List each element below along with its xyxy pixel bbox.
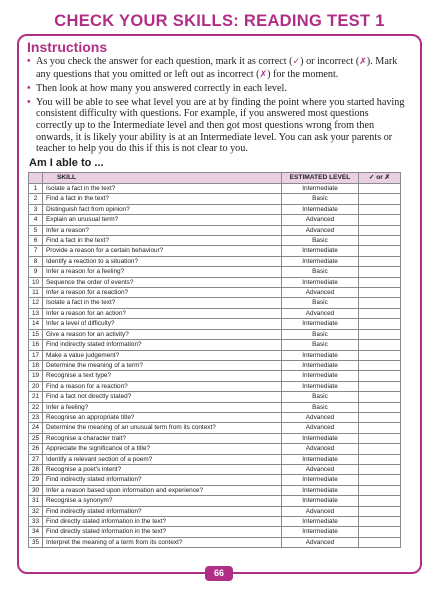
mark-cell[interactable]	[359, 537, 401, 547]
row-number: 9	[29, 267, 43, 277]
mark-cell[interactable]	[359, 392, 401, 402]
skill-cell: Isolate a fact in the text?	[43, 298, 282, 308]
row-number: 30	[29, 485, 43, 495]
table-row	[29, 194, 401, 204]
table-row	[29, 215, 401, 225]
level-cell: Intermediate	[282, 454, 359, 464]
mark-cell[interactable]	[359, 444, 401, 454]
table-row	[29, 267, 401, 277]
row-number: 3	[29, 204, 43, 214]
row-number: 10	[29, 277, 43, 287]
skill-cell: Provide a reason for a certain behaviour?	[43, 246, 282, 256]
table-row	[29, 423, 401, 433]
level-cell: Intermediate	[282, 204, 359, 214]
table-row	[29, 288, 401, 298]
skill-cell: Infer a reason for an action?	[43, 308, 282, 318]
mark-cell[interactable]	[359, 225, 401, 235]
page-number: 66	[205, 566, 233, 581]
row-number: 22	[29, 402, 43, 412]
table-row	[29, 298, 401, 308]
mark-cell[interactable]	[359, 184, 401, 194]
row-number: 27	[29, 454, 43, 464]
bullet-icon: •	[27, 96, 31, 108]
level-cell: Advanced	[282, 288, 359, 298]
skills-table-body	[29, 184, 401, 548]
table-row	[29, 506, 401, 516]
level-cell: Basic	[282, 298, 359, 308]
skill-cell: Isolate a fact in the text?	[43, 184, 282, 194]
row-number: 35	[29, 537, 43, 547]
instruction-text: As you check the answer for each question, mark it as correct (	[36, 56, 293, 67]
mark-cell[interactable]	[359, 402, 401, 412]
cross-icon: ✗	[259, 69, 268, 80]
table-row	[29, 277, 401, 287]
mark-cell[interactable]	[359, 288, 401, 298]
level-cell: Intermediate	[282, 277, 359, 287]
mark-cell[interactable]	[359, 485, 401, 495]
page-title: CHECK YOUR SKILLS: READING TEST 1	[54, 12, 385, 30]
cross-icon: ✗	[359, 57, 367, 67]
row-number: 7	[29, 246, 43, 256]
row-number: 18	[29, 360, 43, 370]
column-header-mark: ✓ or ✗	[359, 173, 401, 184]
instruction-item	[27, 83, 407, 95]
skill-cell: Recognise a synonym?	[43, 496, 282, 506]
row-number: 13	[29, 308, 43, 318]
skill-cell: Find a reason for a reaction?	[43, 381, 282, 391]
row-number: 17	[29, 350, 43, 360]
skills-table	[28, 172, 401, 548]
row-number: 31	[29, 496, 43, 506]
skill-cell: Identify a relevant section of a poem?	[43, 454, 282, 464]
skill-cell: Sequence the order of events?	[43, 277, 282, 287]
row-number: 6	[29, 236, 43, 246]
instruction-item	[27, 97, 407, 155]
row-number: 32	[29, 506, 43, 516]
mark-cell[interactable]	[359, 256, 401, 266]
level-cell: Advanced	[282, 225, 359, 235]
skill-cell: Determine the meaning of a term?	[43, 360, 282, 370]
level-cell: Advanced	[282, 537, 359, 547]
instruction-text: ). Mark any questions that you omitted or left out as incorrect (	[36, 56, 398, 80]
table-row	[29, 308, 401, 318]
table-row	[29, 412, 401, 422]
row-number: 8	[29, 256, 43, 266]
bullet-icon: •	[27, 83, 31, 95]
level-cell: Intermediate	[282, 371, 359, 381]
skill-cell: Determine the meaning of an unusual term from its context?	[43, 423, 282, 433]
mark-cell[interactable]	[359, 204, 401, 214]
instruction-text: Then look at how many you answered correctly in each level.	[36, 83, 287, 95]
mark-cell[interactable]	[359, 298, 401, 308]
tick-icon: ✓	[292, 57, 301, 67]
skill-cell: Give a reason for an activity?	[43, 329, 282, 339]
skill-cell: Recognise a poet's intent?	[43, 464, 282, 474]
row-number: 24	[29, 423, 43, 433]
mark-cell[interactable]	[359, 371, 401, 381]
row-number: 23	[29, 412, 43, 422]
level-cell: Intermediate	[282, 256, 359, 266]
table-row	[29, 496, 401, 506]
skill-cell: Find a fact not directly stated?	[43, 392, 282, 402]
row-number: 15	[29, 329, 43, 339]
level-cell: Advanced	[282, 423, 359, 433]
skill-cell: Identify a reaction to a situation?	[43, 256, 282, 266]
row-number: 1	[29, 184, 43, 194]
mark-cell[interactable]	[359, 350, 401, 360]
skill-cell: Infer a feeling?	[43, 402, 282, 412]
mark-cell[interactable]	[359, 464, 401, 474]
skill-cell: Appreciate the significance of a title?	[43, 444, 282, 454]
skill-cell: Recognise a character trait?	[43, 433, 282, 443]
skill-cell: Find indirectly stated information?	[43, 506, 282, 516]
skill-cell: Find indirectly stated information?	[43, 340, 282, 350]
mark-cell[interactable]	[359, 423, 401, 433]
mark-cell[interactable]	[359, 215, 401, 225]
skill-cell: Infer a level of difficulty?	[43, 319, 282, 329]
level-cell: Intermediate	[282, 433, 359, 443]
skill-cell: Recognise a text type?	[43, 371, 282, 381]
table-row	[29, 381, 401, 391]
table-row	[29, 527, 401, 537]
row-number: 25	[29, 433, 43, 443]
column-header-level: ESTIMATED LEVEL	[282, 173, 359, 184]
bullet-icon: •	[27, 56, 31, 67]
table-row	[29, 392, 401, 402]
section-subheading: Am I able to ...	[29, 157, 104, 169]
table-row	[29, 256, 401, 266]
instruction-text: ) or incorrect (	[300, 56, 360, 67]
table-row	[29, 444, 401, 454]
mark-cell[interactable]	[359, 517, 401, 527]
table-row	[29, 433, 401, 443]
level-cell: Basic	[282, 329, 359, 339]
level-cell: Basic	[282, 340, 359, 350]
table-row	[29, 350, 401, 360]
level-cell: Advanced	[282, 444, 359, 454]
column-header-number	[29, 173, 43, 184]
instructions-list	[27, 56, 407, 157]
table-row	[29, 464, 401, 474]
level-cell: Intermediate	[282, 381, 359, 391]
level-cell: Advanced	[282, 506, 359, 516]
level-cell: Intermediate	[282, 527, 359, 537]
row-number: 34	[29, 527, 43, 537]
skill-cell: Explain an unusual term?	[43, 215, 282, 225]
mark-cell[interactable]	[359, 527, 401, 537]
table-row	[29, 184, 401, 194]
mark-cell[interactable]	[359, 267, 401, 277]
skill-cell: Recognise an appropriate title?	[43, 412, 282, 422]
mark-cell[interactable]	[359, 329, 401, 339]
row-number: 20	[29, 381, 43, 391]
table-row	[29, 246, 401, 256]
row-number: 11	[29, 288, 43, 298]
row-number: 5	[29, 225, 43, 235]
table-row	[29, 517, 401, 527]
skill-cell: Infer a reason based upon information and experience?	[43, 485, 282, 495]
table-row	[29, 454, 401, 464]
mark-cell[interactable]	[359, 277, 401, 287]
mark-cell[interactable]	[359, 360, 401, 370]
mark-cell[interactable]	[359, 381, 401, 391]
skill-cell: Infer a reason?	[43, 225, 282, 235]
instruction-item	[27, 56, 407, 81]
mark-cell[interactable]	[359, 308, 401, 318]
instruction-text: You will be able to see what level you are at by finding the point where you started having consistent difficulty with questions. For example, if you answered most questions correctly up to the Intermediate level and then got most questions wrong from then onwards, it is likely your ability is at an Intermediate level. You can ask your parents or teacher to help you do this if this is not clear to you.	[36, 96, 405, 155]
row-number: 19	[29, 371, 43, 381]
table-row	[29, 319, 401, 329]
level-cell: Basic	[282, 194, 359, 204]
mark-cell[interactable]	[359, 475, 401, 485]
skill-cell: Make a value judgement?	[43, 350, 282, 360]
skill-cell: Distinguish fact from opinion?	[43, 204, 282, 214]
mark-cell[interactable]	[359, 194, 401, 204]
skill-cell: Find indirectly stated information?	[43, 475, 282, 485]
skill-cell: Interpret the meaning of a term from its context?	[43, 537, 282, 547]
table-row	[29, 485, 401, 495]
mark-cell[interactable]	[359, 412, 401, 422]
table-header-row	[29, 173, 401, 184]
row-number: 2	[29, 194, 43, 204]
instruction-text: ) for the moment.	[267, 68, 339, 80]
level-cell: Basic	[282, 402, 359, 412]
mark-cell[interactable]	[359, 340, 401, 350]
level-cell: Intermediate	[282, 360, 359, 370]
mark-cell[interactable]	[359, 496, 401, 506]
mark-cell[interactable]	[359, 454, 401, 464]
table-row	[29, 329, 401, 339]
skill-cell: Find a fact in the text?	[43, 236, 282, 246]
table-row	[29, 402, 401, 412]
level-cell: Intermediate	[282, 246, 359, 256]
level-cell: Basic	[282, 392, 359, 402]
row-number: 4	[29, 215, 43, 225]
row-number: 29	[29, 475, 43, 485]
mark-cell[interactable]	[359, 433, 401, 443]
level-cell: Basic	[282, 236, 359, 246]
table-row	[29, 236, 401, 246]
row-number: 12	[29, 298, 43, 308]
table-row	[29, 225, 401, 235]
level-cell: Basic	[282, 267, 359, 277]
level-cell: Intermediate	[282, 319, 359, 329]
table-row	[29, 371, 401, 381]
table-row	[29, 204, 401, 214]
row-number: 14	[29, 319, 43, 329]
table-row	[29, 340, 401, 350]
skill-cell: Infer a reason for a feeling?	[43, 267, 282, 277]
skill-cell: Infer a reason for a reaction?	[43, 288, 282, 298]
level-cell: Intermediate	[282, 184, 359, 194]
column-header-skill: SKILL	[43, 173, 282, 184]
level-cell: Intermediate	[282, 517, 359, 527]
level-cell: Intermediate	[282, 496, 359, 506]
instructions-heading: Instructions	[27, 39, 108, 55]
skill-cell: Find directly stated information in the text?	[43, 517, 282, 527]
mark-cell[interactable]	[359, 236, 401, 246]
mark-cell[interactable]	[359, 506, 401, 516]
level-cell: Advanced	[282, 412, 359, 422]
table-row	[29, 475, 401, 485]
row-number: 26	[29, 444, 43, 454]
skill-cell: Find a fact in the text?	[43, 194, 282, 204]
row-number: 16	[29, 340, 43, 350]
row-number: 21	[29, 392, 43, 402]
table-row	[29, 360, 401, 370]
level-cell: Intermediate	[282, 485, 359, 495]
level-cell: Advanced	[282, 464, 359, 474]
table-row	[29, 537, 401, 547]
skill-cell: Find directly stated information in the text?	[43, 527, 282, 537]
level-cell: Advanced	[282, 215, 359, 225]
level-cell: Advanced	[282, 308, 359, 318]
level-cell: Intermediate	[282, 475, 359, 485]
level-cell: Intermediate	[282, 350, 359, 360]
mark-cell[interactable]	[359, 246, 401, 256]
row-number: 33	[29, 517, 43, 527]
row-number: 28	[29, 464, 43, 474]
mark-cell[interactable]	[359, 319, 401, 329]
